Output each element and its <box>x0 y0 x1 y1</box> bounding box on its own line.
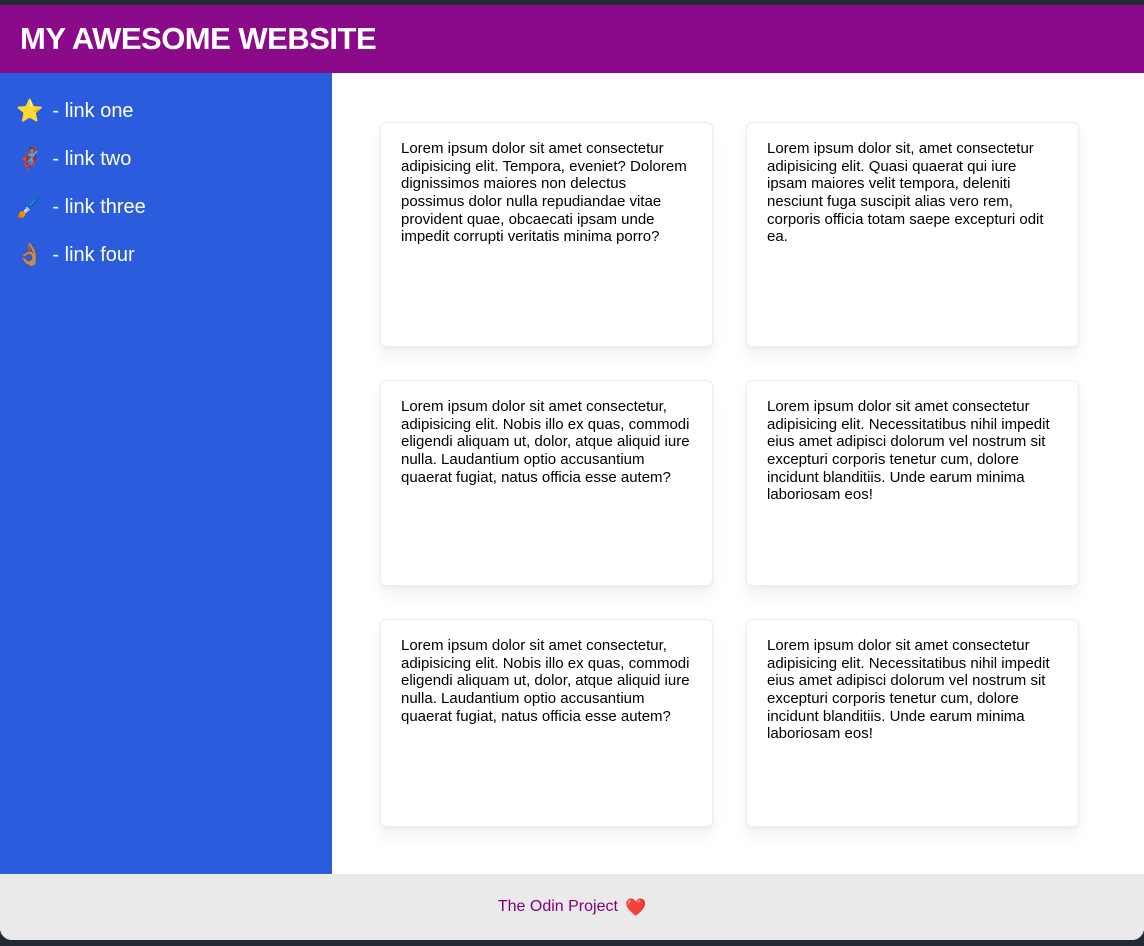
header <box>0 5 1144 73</box>
card <box>746 619 1079 827</box>
card <box>380 122 713 347</box>
site-title: MY AWESOME WEBSITE <box>20 21 377 56</box>
sidebar-link-four[interactable] <box>16 231 316 279</box>
card <box>380 380 713 586</box>
card <box>380 619 713 827</box>
sidebar-link-one[interactable] <box>16 87 316 135</box>
card <box>746 380 1079 586</box>
card-text: Lorem ipsum dolor sit amet consectetur, adipisicing elit. Nobis illo ex quas, commodi eligendi aliquam ut, dolor, atque aliquid iure nulla. Laudantium optio accusantium quaerat fugiat, natus officia esse autem? <box>401 398 690 486</box>
heart-icon: ❤️ <box>624 897 647 917</box>
card <box>746 122 1079 347</box>
footer-link-text: The Odin Project <box>497 898 618 915</box>
odin-project-link[interactable] <box>498 898 646 916</box>
card-text: Lorem ipsum dolor sit, amet consectetur adipisicing elit. Quasi quaerat qui iure ipsam maiores velit tempora, deleniti nesciunt fuga suscipit alias vero rem, corporis officia totam saepe excepturi odit ea. <box>767 140 1044 246</box>
sidebar-link-two[interactable] <box>16 135 316 183</box>
superhero-icon: 🦸🏽 <box>16 146 44 171</box>
star-icon: ⭐ <box>16 98 44 123</box>
footer <box>0 874 1144 940</box>
content-row <box>0 73 1144 874</box>
sidebar-link-two-label: - link two <box>52 147 132 170</box>
sidebar-link-four-label: - link four <box>52 243 135 266</box>
card-text: Lorem ipsum dolor sit amet consectetur, adipisicing elit. Nobis illo ex quas, commodi eligendi aliquam ut, dolor, atque aliquid iure nulla. Laudantium optio accusantium quaerat fugiat, natus officia esse autem? <box>401 637 690 725</box>
main-content <box>332 73 1144 874</box>
sidebar-link-one-label: - link one <box>52 99 134 122</box>
sidebar-link-three[interactable] <box>16 183 316 231</box>
sidebar-link-three-label: - link three <box>52 195 146 218</box>
paintbrush-icon: 🖌️ <box>16 194 44 219</box>
sidebar <box>0 73 332 874</box>
card-text: Lorem ipsum dolor sit amet consectetur adipisicing elit. Necessitatibus nihil impedit eius amet adipisci dolorum vel nostrum sit excepturi corporis tenetur cum, dolore incidunt blanditiis. Unde earum minima laboriosam eos! <box>767 398 1050 504</box>
card-text: Lorem ipsum dolor sit amet consectetur adipisicing elit. Tempora, eveniet? Dolorem dignissimos maiores non delectus possimus dolor nulla repudiandae vitae provident quae, obcaecati ipsam unde impedit corrupti veritatis minima porro? <box>401 140 687 246</box>
card-text: Lorem ipsum dolor sit amet consectetur adipisicing elit. Necessitatibus nihil impedit eius amet adipisci dolorum vel nostrum sit excepturi corporis tenetur cum, dolore incidunt blanditiis. Unde earum minima laboriosam eos! <box>767 637 1050 743</box>
browser-viewport <box>0 5 1144 940</box>
cards-grid <box>332 73 1144 827</box>
ok-hand-icon: 👌🏽 <box>16 242 44 267</box>
